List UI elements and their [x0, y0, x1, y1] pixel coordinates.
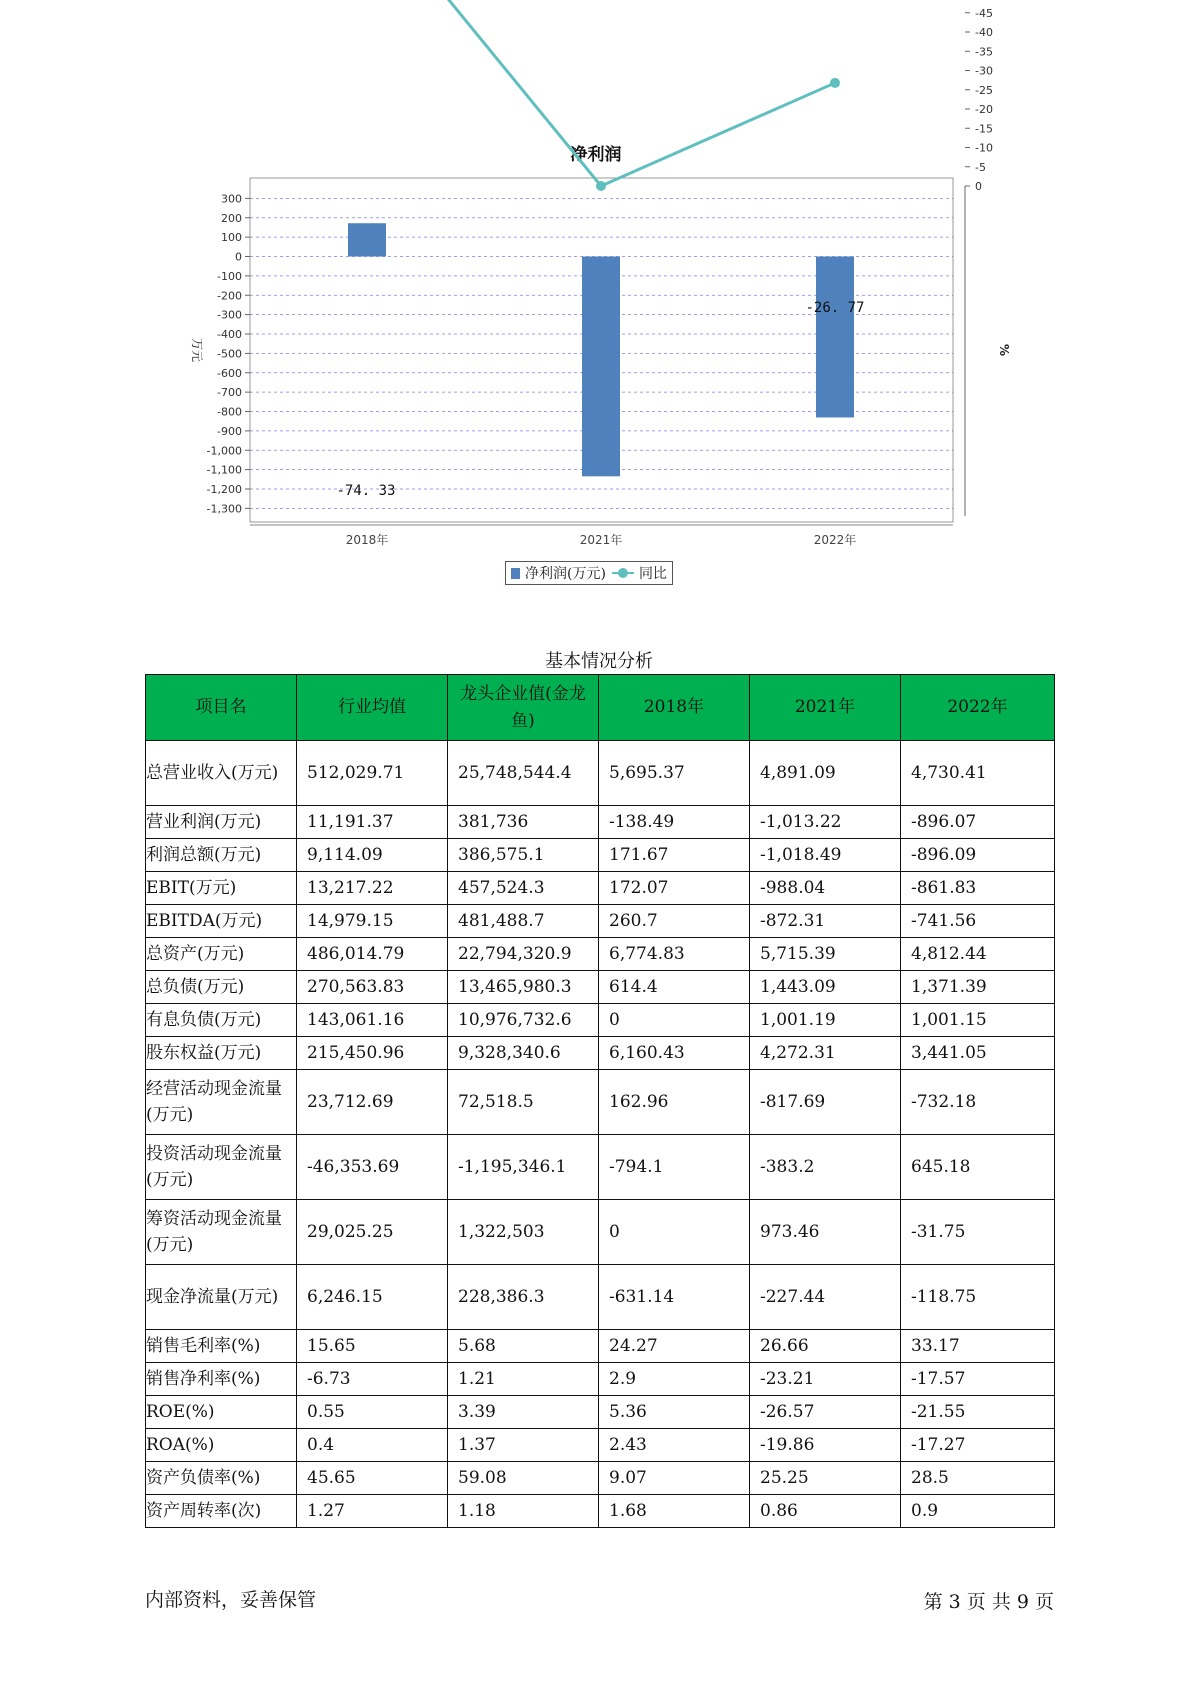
- table-cell: 5,715.39: [750, 938, 901, 971]
- row-label: 销售净利率(%): [146, 1363, 297, 1396]
- left-tick-label: -100: [217, 269, 242, 283]
- table-cell: 4,812.44: [901, 938, 1055, 971]
- table-row: [146, 741, 1055, 806]
- left-axis-label: 万元: [190, 337, 204, 363]
- basic-analysis-table: [145, 674, 1055, 1528]
- row-label: 现金净流量(万元): [146, 1265, 297, 1330]
- table-cell: 4,730.41: [901, 741, 1055, 806]
- left-tick-label: -400: [217, 328, 242, 341]
- table-cell: 28.5: [901, 1462, 1055, 1495]
- table-cell: 6,160.43: [599, 1037, 750, 1070]
- footer-confidential: 内部资料，妥善保管: [145, 1589, 317, 1611]
- row-label: 营业利润(万元): [146, 806, 297, 839]
- row-label: 资产周转率(次): [146, 1495, 297, 1528]
- table-row: [146, 905, 1055, 938]
- left-tick-label: -200: [217, 289, 242, 303]
- left-tick-label: -1,200: [206, 483, 242, 496]
- data-label-2018: -74. 33: [336, 483, 396, 499]
- table-header-row: [146, 675, 1055, 741]
- table-cell: 29,025.25: [297, 1200, 448, 1265]
- right-tick-label: -40: [975, 26, 993, 39]
- row-label: EBIT(万元): [146, 872, 297, 905]
- table-cell: 25.25: [750, 1462, 901, 1495]
- header-industry-avg: 行业均值: [297, 675, 448, 741]
- table-cell: 22,794,320.9: [448, 938, 599, 971]
- table-cell: 15.65: [297, 1330, 448, 1363]
- table-cell: 171.67: [599, 839, 750, 872]
- row-label: 投资活动现金流量(万元): [146, 1135, 297, 1200]
- table-cell: -817.69: [750, 1070, 901, 1135]
- header-item-name: 项目名: [146, 675, 297, 741]
- table-cell: -6.73: [297, 1363, 448, 1396]
- footer-page-number: 第 3 页 共 9 页: [923, 1591, 1054, 1613]
- table-cell: 215,450.96: [297, 1037, 448, 1070]
- table-cell: -794.1: [599, 1135, 750, 1200]
- table-cell: 0: [599, 1200, 750, 1265]
- header-2021: 2021年: [750, 675, 901, 741]
- table-cell: -1,013.22: [750, 806, 901, 839]
- table-row: [146, 1396, 1055, 1429]
- table-cell: 162.96: [599, 1070, 750, 1135]
- table-cell: -138.49: [599, 806, 750, 839]
- table-caption: 基本情况分析: [545, 651, 653, 672]
- table-cell: 24.27: [599, 1330, 750, 1363]
- legend-bar-label: 净利润(万元): [525, 566, 606, 582]
- table-cell: -17.57: [901, 1363, 1055, 1396]
- table-cell: 9,328,340.6: [448, 1037, 599, 1070]
- row-label: 筹资活动现金流量(万元): [146, 1200, 297, 1265]
- table-cell: -26.57: [750, 1396, 901, 1429]
- table-cell: 33.17: [901, 1330, 1055, 1363]
- left-tick-label: -600: [217, 366, 242, 380]
- left-tick-label: -500: [217, 347, 242, 361]
- right-tick-label: -10: [975, 141, 993, 155]
- table-cell: 13,465,980.3: [448, 971, 599, 1004]
- table-cell: 4,272.31: [750, 1037, 901, 1070]
- table-row: [146, 1004, 1055, 1037]
- table-cell: -21.55: [901, 1396, 1055, 1429]
- table-row: [146, 938, 1055, 971]
- table-cell: 172.07: [599, 872, 750, 905]
- table-cell: 25,748,544.4: [448, 741, 599, 806]
- table-row: [146, 1070, 1055, 1135]
- table-cell: 5.36: [599, 1396, 750, 1429]
- table-cell: 645.18: [901, 1135, 1055, 1200]
- row-label: ROE(%): [146, 1396, 297, 1429]
- row-label: 经营活动现金流量(万元): [146, 1070, 297, 1135]
- table-cell: 59.08: [448, 1462, 599, 1495]
- left-tick-label: -1,100: [206, 463, 242, 477]
- table-cell: 14,979.15: [297, 905, 448, 938]
- table-cell: 1,001.15: [901, 1004, 1055, 1037]
- table-cell: 614.4: [599, 971, 750, 1004]
- table-cell: 973.46: [750, 1200, 901, 1265]
- table-row: [146, 1200, 1055, 1265]
- table-cell: 1.18: [448, 1495, 599, 1528]
- table-row: [146, 1363, 1055, 1396]
- left-tick-label: -1,300: [206, 502, 242, 516]
- table-cell: 143,061.16: [297, 1004, 448, 1037]
- table-cell: 486,014.79: [297, 938, 448, 971]
- x-tick-label: 2018年: [345, 533, 389, 547]
- table-cell: 0.55: [297, 1396, 448, 1429]
- left-tick-label: -1,000: [206, 444, 242, 458]
- table-cell: 10,976,732.6: [448, 1004, 599, 1037]
- table-cell: 1.27: [297, 1495, 448, 1528]
- table-cell: 11,191.37: [297, 806, 448, 839]
- table-row: [146, 1495, 1055, 1528]
- yoy-point: [830, 78, 840, 88]
- table-cell: 1,322,503: [448, 1200, 599, 1265]
- chart-legend: [505, 561, 673, 585]
- table-cell: 0.86: [750, 1495, 901, 1528]
- row-label: ROA(%): [146, 1429, 297, 1462]
- row-label: 有息负债(万元): [146, 1004, 297, 1037]
- table-cell: 13,217.22: [297, 872, 448, 905]
- table-row: [146, 1265, 1055, 1330]
- table-cell: -741.56: [901, 905, 1055, 938]
- bar-net-profit: [816, 257, 854, 418]
- right-tick-label: [975, 0, 993, 1]
- bar-net-profit: [582, 257, 620, 477]
- table-cell: 3,441.05: [901, 1037, 1055, 1070]
- table-cell: 228,386.3: [448, 1265, 599, 1330]
- table-cell: 0: [599, 1004, 750, 1037]
- net-profit-chart: [0, 0, 1191, 560]
- table-cell: 1,001.19: [750, 1004, 901, 1037]
- table-cell: 1,371.39: [901, 971, 1055, 1004]
- table-cell: 5.68: [448, 1330, 599, 1363]
- right-tick-label: -20: [975, 103, 993, 116]
- left-tick-label: 200: [221, 211, 242, 225]
- x-tick-label: 2022年: [813, 533, 857, 547]
- table-cell: 2.43: [599, 1429, 750, 1462]
- right-tick-label: -30: [975, 64, 993, 78]
- table-cell: -732.18: [901, 1070, 1055, 1135]
- table-cell: -631.14: [599, 1265, 750, 1330]
- table-cell: -227.44: [750, 1265, 901, 1330]
- table-cell: 386,575.1: [448, 839, 599, 872]
- table-cell: -872.31: [750, 905, 901, 938]
- right-axis-label: %: [997, 343, 1011, 357]
- table-cell: 1.68: [599, 1495, 750, 1528]
- table-row: [146, 872, 1055, 905]
- table-cell: -896.09: [901, 839, 1055, 872]
- table-cell: -17.27: [901, 1429, 1055, 1462]
- bar-net-profit: [348, 223, 386, 256]
- left-tick-label: -700: [217, 386, 242, 400]
- table-cell: 6,774.83: [599, 938, 750, 971]
- row-label: 总负债(万元): [146, 971, 297, 1004]
- table-cell: -118.75: [901, 1265, 1055, 1330]
- line-legend-marker: [612, 572, 634, 574]
- table-cell: -46,353.69: [297, 1135, 448, 1200]
- table-cell: 5,695.37: [599, 741, 750, 806]
- row-label: 总营业收入(万元): [146, 741, 297, 806]
- left-tick-label: -300: [217, 308, 242, 322]
- table-cell: 1.37: [448, 1429, 599, 1462]
- right-tick-label: 0: [975, 180, 982, 193]
- left-tick-label: -800: [217, 405, 242, 419]
- table-cell: -861.83: [901, 872, 1055, 905]
- right-tick-label: -25: [975, 83, 993, 97]
- table-cell: 381,736: [448, 806, 599, 839]
- table-cell: 0.9: [901, 1495, 1055, 1528]
- table-row: [146, 1462, 1055, 1495]
- row-label: 销售毛利率(%): [146, 1330, 297, 1363]
- table-cell: -896.07: [901, 806, 1055, 839]
- table-row: [146, 806, 1055, 839]
- table-row: [146, 839, 1055, 872]
- right-tick-label: -45: [975, 6, 993, 20]
- row-label: 利润总额(万元): [146, 839, 297, 872]
- data-label-2022: -26. 77: [805, 300, 865, 316]
- right-tick-label: -35: [975, 45, 993, 59]
- x-tick-label: 2021年: [579, 533, 623, 547]
- chart-title: 净利润: [570, 145, 622, 165]
- table-row: [146, 971, 1055, 1004]
- row-label: EBITDA(万元): [146, 905, 297, 938]
- table-cell: 512,029.71: [297, 741, 448, 806]
- header-2018: 2018年: [599, 675, 750, 741]
- table-cell: -1,018.49: [750, 839, 901, 872]
- table-cell: 270,563.83: [297, 971, 448, 1004]
- bar-legend-swatch: [511, 568, 520, 579]
- table-cell: 2.9: [599, 1363, 750, 1396]
- table-cell: -23.21: [750, 1363, 901, 1396]
- table-cell: -988.04: [750, 872, 901, 905]
- table-cell: 9,114.09: [297, 839, 448, 872]
- table-cell: -1,195,346.1: [448, 1135, 599, 1200]
- table-row: [146, 1135, 1055, 1200]
- row-label: 总资产(万元): [146, 938, 297, 971]
- right-tick-label: -5: [975, 160, 986, 174]
- right-tick-label: -15: [975, 122, 993, 136]
- row-label: 资产负债率(%): [146, 1462, 297, 1495]
- table-cell: 72,518.5: [448, 1070, 599, 1135]
- table-row: [146, 1037, 1055, 1070]
- left-tick-label: 0: [235, 250, 242, 264]
- left-tick-label: -900: [217, 424, 242, 438]
- legend-line-label: 同比: [638, 566, 667, 582]
- left-tick-label: 300: [221, 192, 242, 206]
- table-cell: 6,246.15: [297, 1265, 448, 1330]
- table-cell: 9.07: [599, 1462, 750, 1495]
- table-cell: -19.86: [750, 1429, 901, 1462]
- table-cell: 457,524.3: [448, 872, 599, 905]
- header-leader-value: 龙头企业值(金龙鱼): [448, 675, 599, 741]
- row-label: 股东权益(万元): [146, 1037, 297, 1070]
- table-cell: 481,488.7: [448, 905, 599, 938]
- table-cell: 4,891.09: [750, 741, 901, 806]
- header-2022: 2022年: [901, 675, 1055, 741]
- table-cell: 45.65: [297, 1462, 448, 1495]
- table-row: [146, 1429, 1055, 1462]
- table-cell: -383.2: [750, 1135, 901, 1200]
- table-cell: 1.21: [448, 1363, 599, 1396]
- table-cell: 3.39: [448, 1396, 599, 1429]
- table-row: [146, 1330, 1055, 1363]
- table-cell: 260.7: [599, 905, 750, 938]
- table-cell: 26.66: [750, 1330, 901, 1363]
- left-tick-label: 100: [221, 231, 242, 245]
- table-cell: 23,712.69: [297, 1070, 448, 1135]
- table-cell: 0.4: [297, 1429, 448, 1462]
- yoy-point: [596, 181, 606, 191]
- table-cell: 1,443.09: [750, 971, 901, 1004]
- table-cell: -31.75: [901, 1200, 1055, 1265]
